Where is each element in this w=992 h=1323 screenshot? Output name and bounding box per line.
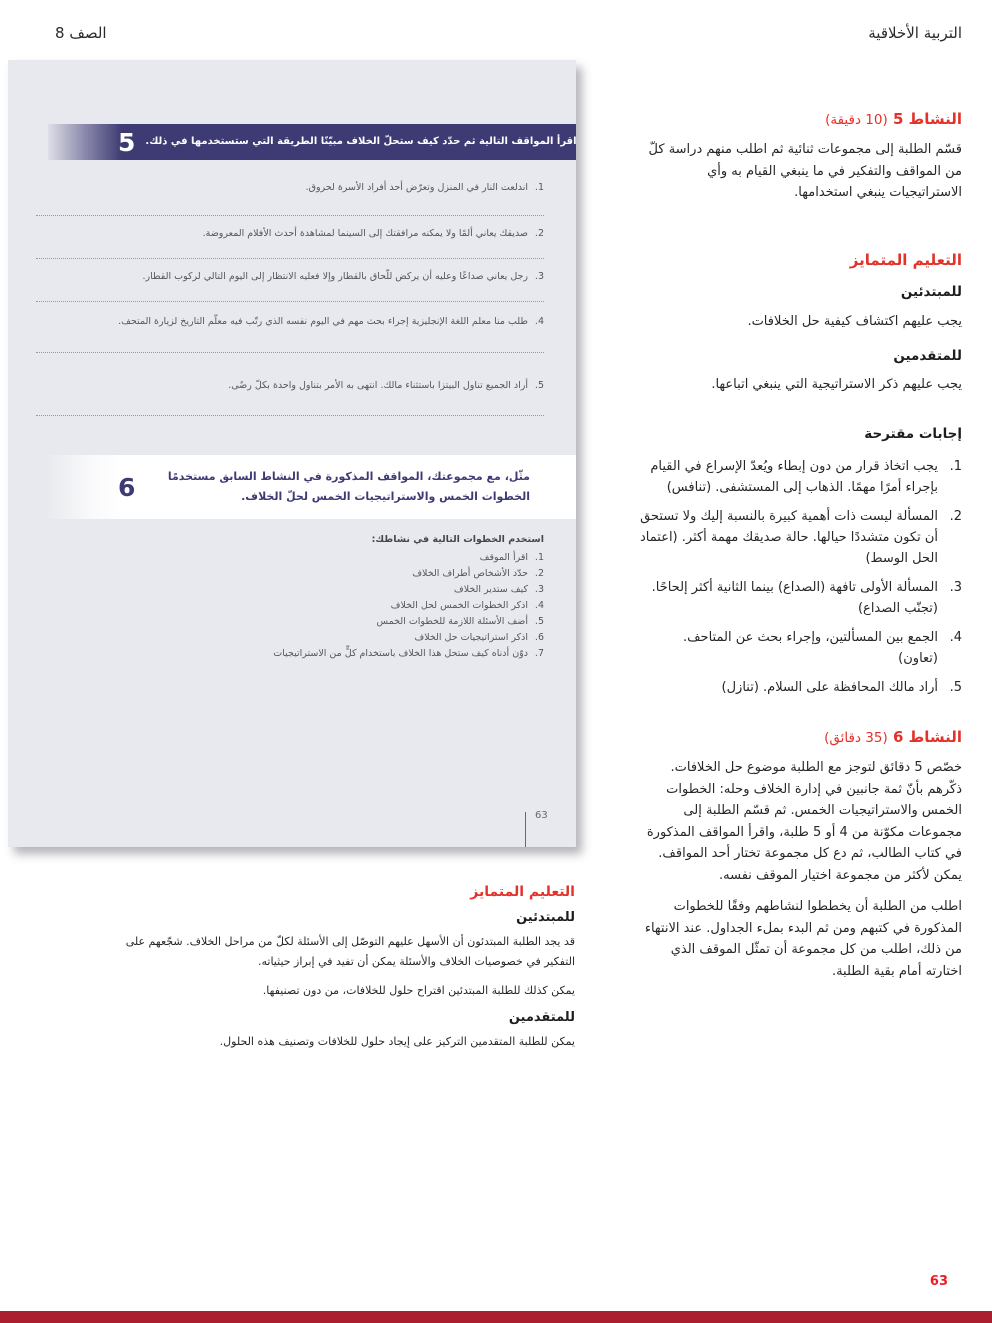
beginners-heading: للمبتدئين bbox=[900, 284, 962, 300]
situation-text: صديقك يعاني ألمًا ولا يمكنه مرافقتك إلى السينما لمشاهدة أحدث الأفلام المعروضة. bbox=[202, 228, 528, 239]
book-page-number: 63 bbox=[535, 810, 548, 821]
step-number: 2. bbox=[534, 568, 544, 579]
activity6-paragraph-2: اطلب من الطلبة أن يخططوا لنشاطهم وفقًا للخطوات المذكورة في كتبهم ومن ثم البدء بملء الجداول. عند الانتهاء من ذلك، اطلب من كل مجموعة أن تمثّل الموقف الذي اختارته أمام بقية الطلبة. bbox=[644, 899, 962, 979]
activity6-instruction: مثّل، مع مجموعتك، المواقف المذكورة في النشاط السابق مستخدمًا الخطوات الخمس والاستراتيجيات الخمس لحلّ الخلاف. bbox=[167, 470, 530, 503]
answer-number: 3. bbox=[949, 580, 962, 595]
answer-item bbox=[640, 456, 962, 498]
step-item bbox=[36, 550, 544, 566]
situation-item bbox=[36, 182, 544, 194]
answer-item bbox=[640, 506, 962, 569]
activity5-paragraph: قسّم الطلبة إلى مجموعات ثنائية ثم اطلب منهم دراسة كلّ من المواقف والتفكير في ما ينبغي القيام به وأي الاستراتيجيات ينبغي استخدامها. bbox=[648, 142, 962, 200]
step-text: كيف ستدير الخلاف bbox=[453, 584, 528, 595]
answer-dotted-line bbox=[36, 301, 544, 302]
step-text: اقرأ الموقف bbox=[479, 552, 528, 563]
step-text: حدّد الأشخاص أطراف الخلاف bbox=[412, 568, 528, 579]
bottom-advanced-paragraph: يمكن للطلبة المتقدمين التركيز على إيجاد حلول للخلافات وتصنيف هذه الحلول. bbox=[219, 1035, 575, 1048]
activity5-heading-duration: (10 دقيقة) bbox=[825, 112, 888, 128]
answer-text: يجب اتخاذ قرار من دون إبطاء ويُعدّ الإسراع في القيام بإجراء أمرًا مهمًا. الذهاب إلى المستشفى. (تنافس) bbox=[650, 459, 938, 495]
activity6-heading-label: النشاط 6 bbox=[892, 728, 962, 746]
activity6-heading bbox=[640, 728, 962, 746]
situation-item bbox=[36, 316, 544, 328]
step-item bbox=[36, 646, 544, 662]
header-subject-title: التربية الأخلاقية bbox=[868, 24, 962, 42]
activity5-band bbox=[48, 124, 576, 160]
situation-number: 4. bbox=[534, 316, 544, 327]
step-number: 4. bbox=[534, 600, 544, 611]
step-text: دوّن أدناه كيف ستحل هذا الخلاف باستخدام كلٍّ من الاستراتيجيات bbox=[273, 648, 528, 659]
situation-text: أراد الجميع تناول البيتزا باستثناء مالك. انتهى به الأمر بتناول واحدة بكلّ رضًى. bbox=[228, 380, 528, 391]
answer-number: 4. bbox=[949, 630, 962, 645]
bottom-advanced-heading: للمتقدمين bbox=[508, 1010, 575, 1025]
student-book-panel bbox=[8, 60, 576, 847]
activity5-instruction: اقرأ المواقف التالية ثم حدّد كيف ستحلّ الخلاف مبيّنًا الطريقة التي ستستخدمها في ذلك. bbox=[145, 136, 577, 147]
activity5-number: 5 bbox=[118, 127, 136, 157]
steps-heading: استخدم الخطوات التالية في نشاطك: bbox=[371, 534, 544, 545]
answer-dotted-line bbox=[36, 215, 544, 216]
header-grade-title: الصف 8 bbox=[55, 24, 107, 42]
situation-text: رجل يعاني صداعًا وعليه أن يركض للّحاق بالقطار وإلا فعليه الانتظار إلى اليوم التالي لركوب القطار. bbox=[142, 271, 528, 282]
answer-item bbox=[640, 627, 962, 669]
situation-number: 1. bbox=[534, 182, 544, 193]
step-text: اذكر الخطوات الخمس لحل الخلاف bbox=[390, 600, 528, 611]
advanced-heading: للمتقدمين bbox=[893, 348, 962, 364]
answer-item bbox=[640, 577, 962, 619]
step-item bbox=[36, 614, 544, 630]
step-number: 3. bbox=[534, 584, 544, 595]
activity6-heading-duration: (35 دقائق) bbox=[824, 730, 888, 746]
answer-text: أراد مالك المحافظة على السلام. (تنازل) bbox=[721, 680, 938, 695]
answer-number: 5. bbox=[949, 680, 962, 695]
situation-number: 2. bbox=[534, 228, 544, 239]
situation-number: 3. bbox=[534, 271, 544, 282]
situation-text: طلب منا معلم اللغة الإنجليزية إجراء بحث مهم في اليوم نفسه الذي رتّب فيه معلّم التاريخ لزيارة المتحف. bbox=[118, 316, 528, 327]
footer-bar bbox=[0, 1311, 992, 1323]
beginners-paragraph: يجب عليهم اكتشاف كيفية حل الخلافات. bbox=[747, 314, 962, 329]
advanced-paragraph: يجب عليهم ذكر الاستراتيجية التي ينبغي اتباعها. bbox=[711, 377, 962, 392]
answer-dotted-line bbox=[36, 352, 544, 353]
answer-item bbox=[640, 677, 962, 698]
bottom-beginners-paragraph-2: يمكن كذلك للطلبة المبتدئين اقتراح حلول للخلافات، من دون تصنيفها. bbox=[262, 984, 575, 997]
situation-item bbox=[36, 271, 544, 283]
step-text: اذكر استراتيجيات حل الخلاف bbox=[414, 632, 528, 643]
activity5-heading bbox=[640, 110, 962, 128]
answer-dotted-line bbox=[36, 258, 544, 259]
answer-text: الجمع بين المسألتين، وإجراء بحث عن المتاحف. (تعاون) bbox=[682, 630, 938, 666]
situation-item bbox=[36, 228, 544, 240]
book-page-divider-line bbox=[525, 812, 526, 847]
situation-number: 5. bbox=[534, 380, 544, 391]
answer-text: المسألة ليست ذات أهمية كبيرة بالنسبة إليك ولا تستحق أن تكون متشددًا حيالها. حالة صديقك مهمة أكثر. (اعتماد الحل الوسط) bbox=[640, 509, 938, 566]
bottom-differentiated-section bbox=[103, 884, 575, 1061]
differentiated-learning-heading: التعليم المتمايز bbox=[849, 251, 962, 269]
step-text: أضف الأسئلة اللازمة للخطوات الخمس bbox=[376, 616, 528, 627]
step-item bbox=[36, 598, 544, 614]
step-item bbox=[36, 630, 544, 646]
answer-dotted-line bbox=[36, 415, 544, 416]
step-item bbox=[36, 582, 544, 598]
answer-text: المسألة الأولى تافهة (الصداع) بينما الثانية أكثر إلحاحًا. (تجنّب الصداع) bbox=[651, 580, 938, 616]
activity6-paragraph-1: خصّص 5 دقائق لتوجز مع الطلبة موضوع حل الخلافات. ذكّرهم بأنّ ثمة جانبين في إدارة الخلاف وحله: الخطوات الخمس والاستراتيجيات الخمس. ثم قسّم الطلبة إلى مجموعات مكوّنة من 4 أو 5 طلبة، واقرأ المواقف المذكورة في كتاب الطالب، ثم دع كل مجموعة تختار أحد المواقف. يمكن لأكثر من مجموعة اختيار الموقف نفسه. bbox=[646, 760, 962, 883]
activity5-heading-label: النشاط 5 bbox=[892, 110, 962, 128]
answer-number: 2. bbox=[949, 509, 962, 524]
bottom-differentiated-heading: التعليم المتمايز bbox=[470, 884, 575, 900]
suggested-answers-heading: إجابات مقترحة bbox=[864, 426, 962, 442]
answer-number: 1. bbox=[949, 459, 962, 474]
step-number: 6. bbox=[534, 632, 544, 643]
suggested-answers-list bbox=[640, 456, 962, 706]
step-number: 7. bbox=[534, 648, 544, 659]
situation-item bbox=[36, 380, 544, 392]
situation-text: اندلعت النار في المنزل وتعرّض أحد أفراد الأسرة لحروق. bbox=[305, 182, 528, 193]
step-item bbox=[36, 566, 544, 582]
activity6-band bbox=[48, 455, 576, 519]
teacher-column bbox=[640, 0, 962, 1000]
step-number: 1. bbox=[534, 552, 544, 563]
step-number: 5. bbox=[534, 616, 544, 627]
footer-page-number: 63 bbox=[929, 1274, 948, 1289]
steps-list bbox=[36, 550, 544, 662]
bottom-beginners-paragraph-1: قد يجد الطلبة المبتدئون أن الأسهل عليهم التوصّل إلى الأسئلة لكلّ من مراحل الخلاف. شجّعهم على التفكير في خصوصيات الخلاف والأسئلة يمكن أن تفيد في إبراز حيثياته. bbox=[125, 935, 575, 968]
activity6-number: 6 bbox=[118, 472, 136, 502]
bottom-beginners-heading: للمبتدئين bbox=[516, 910, 575, 925]
